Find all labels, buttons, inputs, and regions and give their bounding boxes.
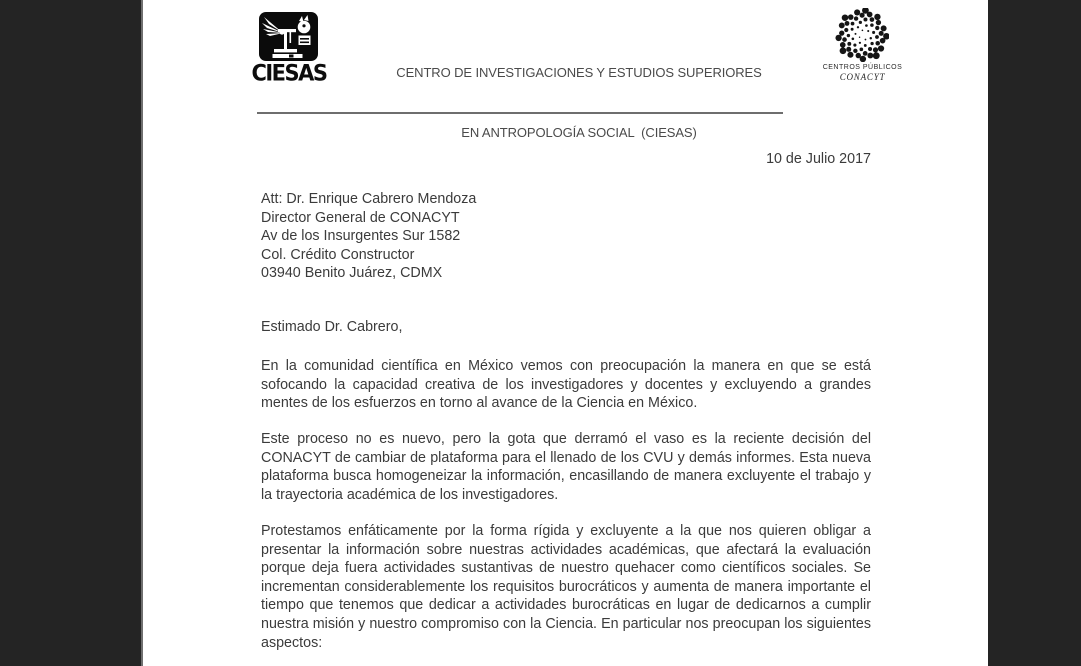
letter-date: 10 de Julio 2017 [766,151,871,167]
letter-paragraph: En la comunidad científica en México vemos con preocupación la manera en que se está sofocando la capacidad creativa de los investigadores y docentes y excluyendo a grandes mentes de los esfuerzos en torno al avance de la Ciencia en México. [261,358,871,412]
recipient-line: Col. Crédito Constructor [261,246,415,263]
letter-paragraph: Protestamos enfáticamente por la forma rígida y excluyente a la que nos quieren obligar a presentar la información sobre nuestras actividades académicas, que afectará la evaluación porque deja fuera actividades sustantivas de nuestro quehacer como científicos sociales. Se incrementan considerablemente los requisitos burocráticos y aumenta de manera importante el tiempo que tenemos que dedicar a actividades burocráticas en lugar de dedicarnos a cumplir nuestra misión y nuestro compromiso con la Ciencia. En particular nos preocupan los siguientes aspectos: [261,523,871,651]
letter-paragraph: Este proceso no es nuevo, pero la gota que derramó el vaso es la reciente decisión del CONACYT de cambiar de plataforma para el llenado de los CVU y demás informes. Esta nueva plataforma busca homogeneizar la información, encasillando de manera excluyente el trabajo y la trayectoria académica de los investigadores. [261,431,871,503]
header-divider [257,112,783,114]
recipient-line: Av de los Insurgentes Sur 1582 [261,228,461,245]
institution-title-line2: EN ANTROPOLOGÍA SOCIAL (CIESAS) [461,125,697,140]
conacyt-caption-line1: CENTROS PÚBLICOS [822,64,903,71]
letter-page [143,0,988,666]
conacyt-spiral-icon [835,8,889,62]
institution-title-line1: CENTRO DE INVESTIGACIONES Y ESTUDIOS SUPERIORES [396,65,762,80]
recipient-line: Director General de CONACYT [261,209,460,226]
recipient-line: 03940 Benito Juárez, CDMX [261,265,443,282]
conacyt-caption-line2: CONACYT [839,72,886,82]
ciesas-logo-icon [259,12,318,61]
recipient-block [261,190,871,283]
conacyt-caption [805,63,920,82]
recipient-line: Att: Dr. Enrique Cabrero Mendoza [261,191,477,207]
letter-greeting: Estimado Dr. Cabrero, [261,319,403,335]
ciesas-wordmark: CIESAS [251,60,327,86]
